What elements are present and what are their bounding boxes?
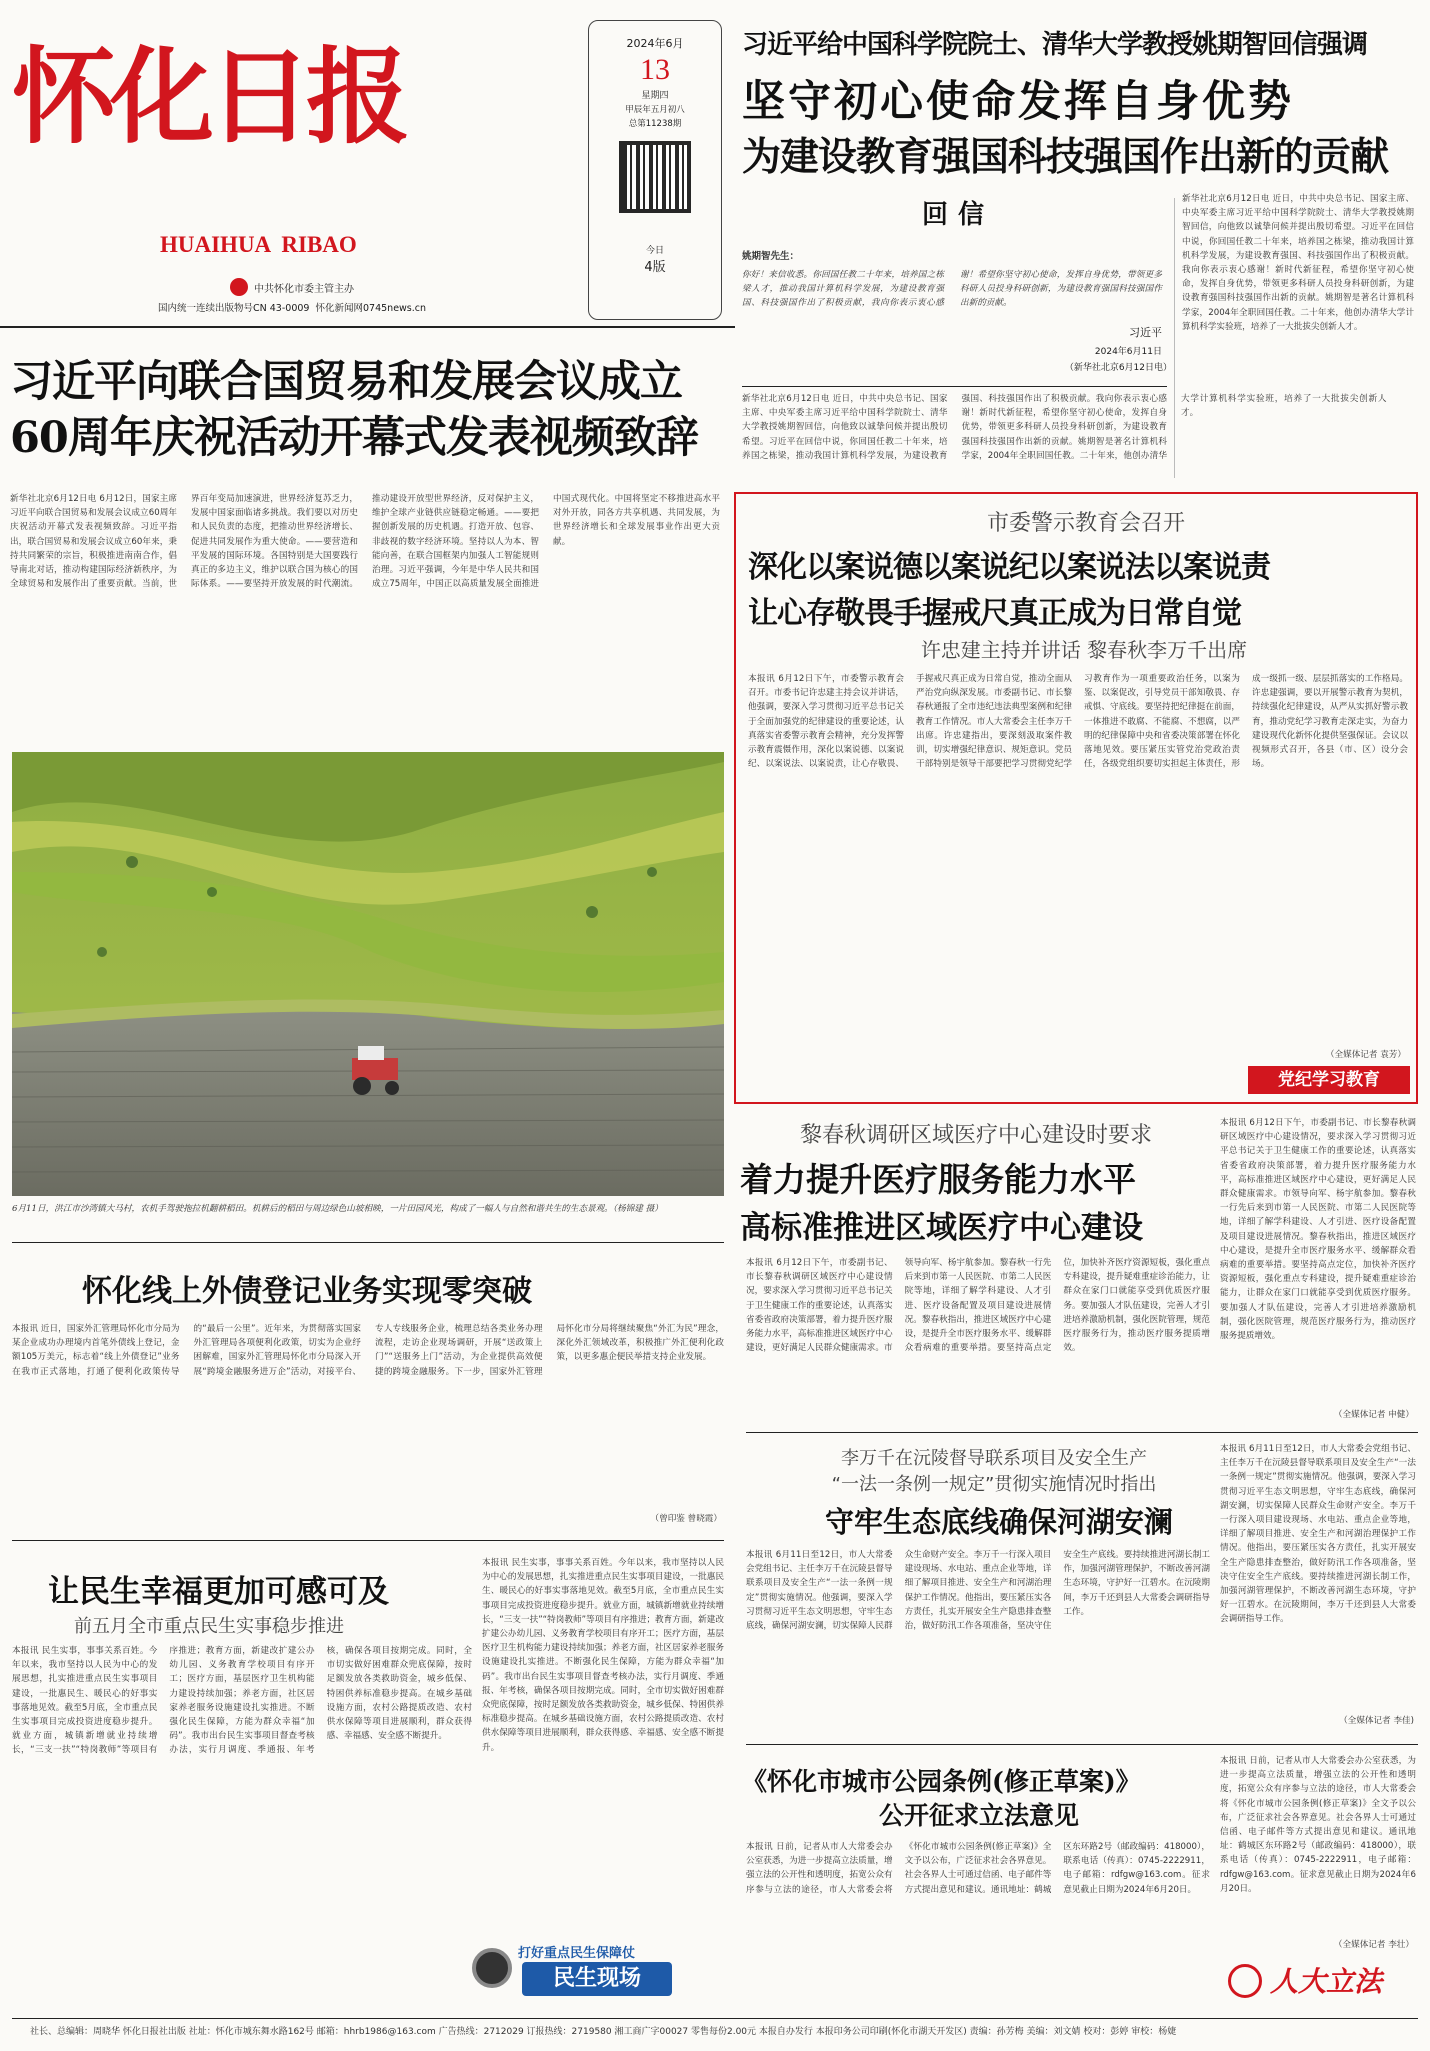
park-credit: （全媒体记者 李壮） — [1333, 1940, 1414, 1950]
badge-top-label: 打好重点民生保障仗 — [518, 1946, 636, 1961]
discipline-kicker: 市委警示教育会召开 — [986, 511, 1185, 536]
lead-article — [742, 14, 1414, 482]
discipline-credit: （全媒体记者 袁芳） — [1256, 1048, 1406, 1062]
masthead-rule — [0, 326, 735, 328]
medical-title-2: 高标准推进区域医疗中心建设 — [740, 1210, 1143, 1246]
discipline-article — [734, 492, 1418, 1104]
pages-count: 4版 — [644, 260, 666, 275]
livelihood-body-left: 本报讯 民生实事，事事关系百姓。今年以来，我市坚持以人民为中心的发展思想，扎实推进重点民生实事项目建设，一批惠民生、暖民心的好事实事落地见效。截至5月底，全市重点民生实事项目完成投资进度稳步提升。就业方面，城镇新增就业持续增长，“三支一扶”“特岗教师”等项目有序推进；教育方面，新建改扩建公办幼儿园、义务教育学校项目有序开工；医疗方面，基层医疗卫生机构能力建设持续加强；养老方面，社区居家养老服务设施建设扎实推进。不断强化民生保障，方能为群众幸福“加码”。我市出台民生实事项目督查考核办法，实行月调度、季通报、年考核，确保各项目按期完成。同时，全市切实做好困难群众兜底保障，按时足额发放各类救助资金，城乡低保、特困供养标准稳步提高。在城乡基础设施方面，农村公路提质改造、农村供水保障等项目进展顺利，群众获得感、幸福感、安全感不断提升。 — [12, 1646, 472, 1756]
river-article — [734, 1440, 1418, 1742]
pages-label: 今日 — [645, 246, 664, 256]
unctad-title-2: 60周年庆祝活动开幕式发表视频致辞 — [10, 413, 698, 463]
letter-source: （新华社北京6月12日电） — [1064, 363, 1172, 373]
discipline-badge: 党纪学习教育 — [1248, 1066, 1410, 1094]
lead-body-right: 新华社北京6月12日电 近日，中共中央总书记、国家主席、中央军委主席习近平给中国科学院院士、清华大学教授姚期智回信，向他致以诚挚问候并提出殷切希望。习近平在回信中说，你回国任教二十年来，培养国之栋梁，推动我国计算机科学发展，为建设教育强国、科技强国作出了积极贡献。我向你表示衷心感谢！新时代新征程，希望你坚守初心使命，发挥自身优势，带领更多科研人员投身科研创新，为建设教育强国科技强国作出新的贡献。姚期智是著名计算机科学家，2004年全职回国任教。二十年来，他创办清华大学计算机科学实验班，培养了一大批拔尖创新人才。 — [1182, 194, 1414, 332]
river-rule — [746, 1744, 1418, 1745]
park-badge-label: 人大立法 — [1270, 1965, 1383, 1998]
park-body: 本报讯 日前，记者从市人大常委会办公室获悉，为进一步提高立法质量，增强立法的公开性和透明度，拓宽公众有序参与立法的途径，市人大常委会将《怀化市城市公园条例(修正草案)》全文予以公布，广泛征求社会各界意见。社会各界人士可通过信函、电子邮件等方式提出意见和建议。通讯地址：鹤城区东环路2号（邮政编码：418000），联系电话（传真）：0745-2222911，电子邮箱：rdfgw@163.com。征求意见截止日期为2024年6月20日。 — [746, 1842, 1210, 1895]
livelihood-title: 让民生幸福更加可感可及 — [48, 1574, 389, 1610]
letter-rule — [742, 386, 1167, 387]
party-emblem-icon — [230, 278, 248, 296]
farm-field-illustration — [12, 752, 724, 1196]
foreign-title: 怀化线上外债登记业务实现零突破 — [82, 1274, 532, 1309]
river-kicker-1: 李万千在沅陵督导联系项目及安全生产 — [841, 1448, 1147, 1469]
foreign-body: 本报讯 近日，国家外汇管理局怀化市分局为某企业成功办理境内首笔外债线上登记，金额105万美元，标志着“线上外债登记”业务在我市正式落地，打通了便利化政策传导的“最后一公里”。近年来，为贯彻落实国家外汇管理局各项便利化政策，切实为企业纾困解难，国家外汇管理局怀化市分局深入开展“跨境金融服务进万企”活动，对接平台、专人专线服务企业，梳理总结各类业务办理流程，走访企业现场调研，开展“送政策上门”“送服务上门”活动，为企业提供高效便捷的跨境金融服务。下一步，国家外汇管理局怀化市分局将继续聚焦“外汇为民”理念，深化外汇领域改革，积极推广外汇便利化政策，以更多惠企便民举措支持企业发展。 — [12, 1324, 724, 1377]
medical-kicker: 黎春秋调研区域医疗中心建设时要求 — [799, 1123, 1152, 1148]
date-box — [588, 20, 722, 320]
badge-camera-icon — [472, 1948, 512, 1988]
photo-rule — [12, 1242, 724, 1243]
foreign-credit: （曾印鉴 曾晓霞） — [650, 1514, 722, 1524]
discipline-body: 本报讯 6月12日下午，市委警示教育会召开。市委书记许忠建主持会议并讲话，他强调，要深入学习贯彻习近平总书记关于全面加强党的纪律建设的重要论述，认真落实省委警示教育会精神，充分发挥警示教育震慑作用，深化以案说德、以案说纪、以案说法、以案说责，让心存敬畏、手握戒尺真正成为日常自觉，推动全面从严治党向纵深发展。市委副书记、市长黎春秋通报了全市违纪违法典型案例和纪律教育工作情况。市人大常委会主任李万千出席。许忠建指出，要深刻汲取案件教训，切实增强纪律意识、规矩意识。党员干部特别是领导干部要把学习贯彻党纪学习教育作为一项重要政治任务，以案为鉴、以案促改，引导党员干部知敬畏、存戒惧、守底线。要坚持把纪律挺在前面，一体推进不敢腐、不能腐、不想腐，以严明的纪律保障中央和省委决策部署在怀化落地见效。要压紧压实管党治党政治责任，各级党组织要切实担起主体责任，形成一级抓一级、层层抓落实的工作格局。许忠建强调，要以开展警示教育为契机，持续强化纪律建设，从严从实抓好警示教育，推动党纪学习教育走深走实，为奋力建设现代化新怀化提供坚强保证。会议以视频形式召开，各县（市、区）设分会场。 — [748, 674, 1408, 770]
unctad-title-1: 习近平向联合国贸易和发展会议成立 — [10, 357, 682, 407]
masthead-pinyin: HUAIHUA RIBAO — [160, 232, 357, 257]
discipline-subtitle: 许忠建主持并讲话 黎春秋李万千出席 — [920, 638, 1248, 662]
letter-greeting: 姚期智先生： — [742, 251, 800, 262]
lead-title-1: 坚守初心使命发挥自身优势 — [742, 77, 1294, 127]
river-credit: （全媒体记者 李佳) — [1339, 1716, 1414, 1726]
river-kicker-2: “一法一条例一规定”贯彻实施情况时指出 — [831, 1474, 1157, 1495]
badge-main-label: 民生现场 — [522, 1962, 672, 1996]
farm-photo — [12, 752, 724, 1196]
livelihood-subtitle: 前五月全市重点民生实事稳步推进 — [74, 1616, 344, 1637]
park-badge — [1224, 1956, 1414, 2006]
photo-caption: 6月11日，洪江市沙湾镇大马村，农机手驾驶拖拉机翻耕稻田。机耕后的稻田与周边绿色山坡相映，一片田园风光，构成了一幅人与自然和谐共生的生态景观。（杨锦建 摄） — [12, 1204, 663, 1214]
website: 怀化新闻网0745news.cn — [315, 303, 427, 314]
footer-info: 社长、总编辑：周晓华 怀化日报社出版 社址：怀化市城东舞水路162号 邮箱：hhrb1986@163.com 广告热线：2712029 订报热线：2719580 湘工商广字00027 零售每份2.00元 本报自办发行 本报印务公司印刷(怀化市湖天开发区) 责编：孙芳梅 美编：刘文婧 校对：彭婷 审校：杨婕 — [30, 2027, 1177, 2037]
lead-kicker: 习近平给中国科学院院士、清华大学教授姚期智回信强调 — [742, 30, 1368, 60]
date-issue: 总第11238期 — [628, 119, 682, 129]
medical-article — [734, 1114, 1418, 1430]
park-article — [734, 1750, 1418, 2010]
medical-credit: （全媒体记者 申健） — [1333, 1410, 1414, 1420]
lead-body-bottom: 新华社北京6月12日电 近日，中共中央总书记、国家主席、中央军委主席习近平给中国科学院院士、清华大学教授姚期智回信，向他致以诚挚问候并提出殷切希望。习近平在回信中说，你回国任教二十年来，培养国之栋梁，推动我国计算机科学发展，为建设教育强国、科技强国作出了积极贡献。我向你表示衷心感谢！新时代新征程，希望你坚守初心使命，发挥自身优势，带领更多科研人员投身科研创新，为建设教育强国科技强国作出新的贡献。姚期智是著名计算机科学家，2004年全职回国任教。二十年来，他创办清华大学计算机科学实验班，培养了一大批拔尖创新人才。 — [742, 394, 1387, 461]
medical-rule — [746, 1432, 1418, 1433]
river-body-left: 本报讯 6月11日至12日，市人大常委会党组书记、主任李万千在沅陵县督导联系项目及安全生产“一法一条例一规定”贯彻实施情况。他强调，要深入学习贯彻习近平生态文明思想，守牢生态底线，确保河湖安澜，切实保障人民群众生命财产安全。李万千一行深入项目建设现场、水电站、重点企业等地，详细了解项目推进、安全生产和河湖治理保护工作情况。他指出，要压紧压实各方责任，扎实开展安全生产隐患排查整治，做好防汛工作各项准备，坚决守住安全生产底线。要持续推进河湖长制工作，加强河湖管理保护，不断改善河湖生态环境，守护好一江碧水。在沅陵期间，李万千还到县人大常委会调研指导工作。 — [746, 1550, 1210, 1632]
foreign-debt-article — [12, 1250, 724, 1540]
letter-signature: 习近平 — [1129, 326, 1162, 339]
park-title-1: 《怀化市城市公园条例(修正草案)》 — [742, 1767, 1141, 1796]
livelihood-article — [12, 1548, 724, 2008]
medical-title-1: 着力提升医疗服务能力水平 — [740, 1160, 1136, 1199]
scales-icon — [1228, 1964, 1262, 1998]
masthead-cn-number: 国内统一连续出版物号CN 43-0009 怀化新闻网0745news.cn — [158, 303, 427, 314]
unctad-article — [0, 340, 722, 718]
date-weekday: 星期四 — [641, 91, 669, 101]
discipline-title-2: 让心存敬畏手握戒尺真正成为日常自觉 — [748, 596, 1241, 631]
letter-date: 2024年6月11日 — [1094, 347, 1162, 357]
date-lunar: 甲辰年五月初八 — [625, 105, 685, 115]
river-title: 守牢生态底线确保河湖安澜 — [824, 1505, 1173, 1539]
photo-credit: （杨锦建 摄） — [612, 1204, 663, 1214]
date-day: 13 — [640, 53, 670, 86]
masthead — [0, 0, 740, 314]
letter-body: 你好！来信收悉。你回国任教二十年来，培养国之栋梁人才，推动我国计算机科学发展，为建设教育强国、科技强国作出了积极贡献，我向你表示衷心感谢！希望你坚守初心使命，发挥自身优势，带领更多科研人员投身科研创新，为建设教育强国科技强国作出新的贡献。 — [742, 270, 1162, 309]
medical-body-right: 本报讯 6月12日下午，市委副书记、市长黎春秋调研区域医疗中心建设情况，要求深入学习贯彻习近平总书记关于卫生健康工作的重要论述，认真落实省委省政府决策部署，着力提升医疗服务能力水平，高标准推进区域医疗中心建设，更好满足人民群众健康需求。市领导向军、杨宇航参加。黎春秋一行先后来到市第一人民医院、市第二人民医院等地，详细了解学科建设、人才引进、医疗设备配置及项目建设进展情况。黎春秋指出，推进区域医疗中心建设，是提升全市医疗服务水平、缓解群众看病难的重要举措。要坚持高点定位，加快补齐医疗资源短板，强化重点专科建设，提升疑难重症诊治能力，让群众在家门口就能享受到优质医疗服务。要加强人才队伍建设，完善人才引进培养激励机制，强化医院管理，规范医疗服务行为，推动医疗服务提质增效。 — [1220, 1118, 1416, 1342]
livelihood-body-right: 本报讯 民生实事，事事关系百姓。今年以来，我市坚持以人民为中心的发展思想，扎实推进重点民生实事项目建设，一批惠民生、暖民心的好事实事落地见效。截至5月底，全市重点民生实事项目完成投资进度稳步提升。就业方面，城镇新增就业持续增长，“三支一扶”“特岗教师”等项目有序推进；教育方面，新建改扩建公办幼儿园、义务教育学校项目有序开工；医疗方面，基层医疗卫生机构能力建设持续加强；养老方面，社区居家养老服务设施建设扎实推进。不断强化民生保障，方能为群众幸福“加码”。我市出台民生实事项目督查考核办法，实行月调度、季通报、年考核，确保各项目按期完成。同时，全市切实做好困难群众兜底保障，按时足额发放各类救助资金，城乡低保、特困供养标准稳步提高。在城乡基础设施方面，农村公路提质改造、农村供水保障等项目进展顺利，群众获得感、幸福感、安全感不断提升。 — [482, 1558, 724, 1753]
discipline-title-1: 深化以案说德以案说纪以案说法以案说责 — [748, 550, 1270, 585]
park-body-right: 本报讯 日前，记者从市人大常委会办公室获悉，为进一步提高立法质量，增强立法的公开性和透明度，拓宽公众有序参与立法的途径，市人大常委会将《怀化市城市公园条例(修正草案)》全文予以公布，广泛征求社会各界意见。社会各界人士可通过信函、电子邮件等方式提出意见和建议。通讯地址：鹤城区东环路2号（邮政编码：418000），联系电话（传真）：0745-2222911，电子邮箱：rdfgw@163.com。征求意见截止日期为2024年6月20日。 — [1220, 1756, 1416, 1894]
medical-body-left: 本报讯 6月12日下午，市委副书记、市长黎春秋调研区域医疗中心建设情况，要求深入学习贯彻习近平总书记关于卫生健康工作的重要论述，认真落实省委省政府决策部署，着力提升医疗服务能力水平，高标准推进区域医疗中心建设，更好满足人民群众健康需求。市领导向军、杨宇航参加。黎春秋一行先后来到市第一人民医院、市第二人民医院等地，详细了解学科建设、人才引进、医疗设备配置及项目建设进展情况。黎春秋指出，推进区域医疗中心建设，是提升全市医疗服务水平、缓解群众看病难的重要举措。要坚持高点定位，加快补齐医疗资源短板，强化重点专科建设，提升疑难重症诊治能力，让群众在家门口就能享受到优质医疗服务。要加强人才队伍建设，完善人才引进培养激励机制，强化医院管理，规范医疗服务行为，推动医疗服务提质增效。 — [746, 1258, 1210, 1354]
lead-column-divider — [1174, 198, 1175, 478]
livelihood-badge — [472, 1940, 682, 2000]
park-title-2: 公开征求立法意见 — [878, 1801, 1079, 1830]
footer-rule — [12, 2018, 1418, 2019]
masthead-sponsor: 中共怀化市委主管主办 — [230, 278, 470, 296]
unctad-body: 新华社北京6月12日电 6月12日，国家主席习近平向联合国贸易和发展会议成立60周年庆祝活动开幕式发表视频致辞。习近平指出，联合国贸易和发展会议成立60年来，秉持共同繁荣的宗旨，积极推进南南合作，倡导南北对话，推动构建国际经济新秩序，为全球贸易和发展作出了重要贡献。当前，世界百年变局加速演进，世界经济复苏乏力，发展中国家面临诸多挑战。我们要以对历史和人民负责的态度，把推动世界经济增长、促进共同发展作为重大使命。——要营造和平发展的国际环境。各国特别是大国要践行真正的多边主义，维护以联合国为核心的国际体系。——要坚持开放发展的时代潮流。推动建设开放型世界经济，反对保护主义，维护全球产业链供应链稳定畅通。——要把握创新发展的历史机遇。打造开放、包容、非歧视的数字经济环境。坚持以人为本、智能向善，在联合国框架内加强人工智能规则治理。习近平强调，今年是中华人民共和国成立75周年，中国正以高质量发展全面推进中国式现代化。中国将坚定不移推进高水平对外开放，同各方共享机遇、共同发展，为世界经济增长和全球发展事业作出更大贡献。 — [10, 494, 720, 590]
lead-title-2: 为建设教育强国科技强国作出新的贡献 — [742, 134, 1389, 180]
qr-code-icon — [619, 141, 691, 213]
foreign-rule — [12, 1540, 724, 1541]
date-year-month: 2024年6月 — [626, 37, 684, 50]
river-body-right: 本报讯 6月11日至12日，市人大常委会党组书记、主任李万千在沅陵县督导联系项目及安全生产“一法一条例一规定”贯彻实施情况。他强调，要深入学习贯彻习近平生态文明思想，守牢生态底线，确保河湖安澜，切实保障人民群众生命财产安全。李万千一行深入项目建设现场、水电站、重点企业等地，详细了解项目推进、安全生产和河湖治理保护工作情况。他指出，要压紧压实各方责任，扎实开展安全生产隐患排查整治，做好防汛工作各项准备，坚决守住安全生产底线。要持续推进河湖长制工作，加强河湖管理保护，不断改善河湖生态环境，守护好一江碧水。在沅陵期间，李万千还到县人大常委会调研指导工作。 — [1220, 1444, 1416, 1625]
masthead-logo: 怀化日报 — [12, 35, 405, 158]
letter-title: 回信 — [922, 200, 995, 230]
